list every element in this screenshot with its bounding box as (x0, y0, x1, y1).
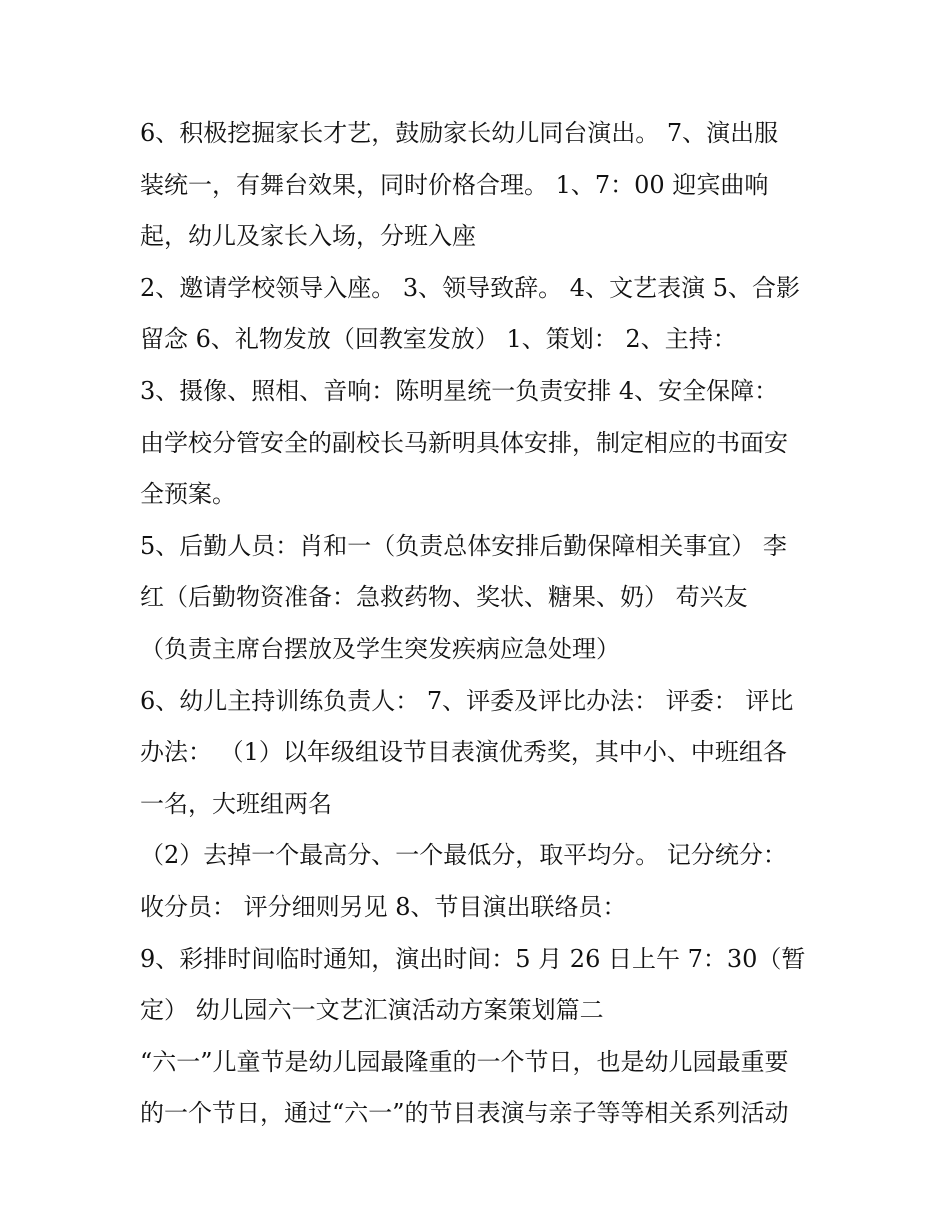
text-line: 的一个节日，通过“六一”的节目表演与亲子等等相关系列活动 (140, 1099, 789, 1128)
text-line: （2）去掉一个最高分、一个最低分，取平均分。 记分统分： (140, 841, 787, 870)
text-line: 起，幼儿及家长入场，分班入座 (140, 222, 476, 251)
text-line: “六一”儿童节是幼儿园最隆重的一个节日，也是幼儿园最重要 (140, 1047, 789, 1076)
text-line: 6、幼儿主持训练负责人： 7、评委及评比办法： 评委： 评比 (140, 686, 794, 715)
document-body (140, 108, 820, 1140)
text-line: 6、积极挖掘家长才艺，鼓励家长幼儿同台演出。 7、演出服 (140, 119, 779, 147)
text-line: 红（后勤物资准备：急救药物、奖状、糖果、奶） 苟兴友 (140, 583, 748, 612)
text-line: 5、后勤人员：肖和一（负责总体安排后勤保障相关事宜） 李 (140, 531, 787, 560)
text-line: 办法： （1）以年级组设节目表演优秀奖，其中小、中班组各 (140, 738, 787, 767)
text-line: （负责主席台摆放及学生突发疾病应急处理） (140, 634, 620, 663)
text-line: 一名，大班组两名 (140, 789, 332, 818)
text-line: 9、彩排时间临时通知，演出时间：5 月 26 日上午 7：30（暂 (140, 944, 806, 973)
text-line: 留念 6、礼物发放（回教室发放） 1、策划： 2、主持： (140, 325, 737, 354)
text-line: 全预案。 (140, 480, 236, 509)
text-line: 由学校分管安全的副校长马新明具体安排，制定相应的书面安 (140, 428, 788, 457)
text-line: 定） 幼儿园六一文艺汇演活动方案策划篇二 (140, 996, 604, 1025)
text-line: 装统一，有舞台效果，同时价格合理。 1、7：00 迎宾曲响 (140, 170, 769, 199)
text-line: 3、摄像、照相、音响：陈明星统一负责安排 4、安全保障： (140, 376, 779, 405)
text-line: 2、邀请学校领导入座。 3、领导致辞。 4、文艺表演 5、合影 (140, 273, 800, 302)
text-line: 收分员： 评分细则另见 8、节目演出联络员： (140, 892, 627, 921)
